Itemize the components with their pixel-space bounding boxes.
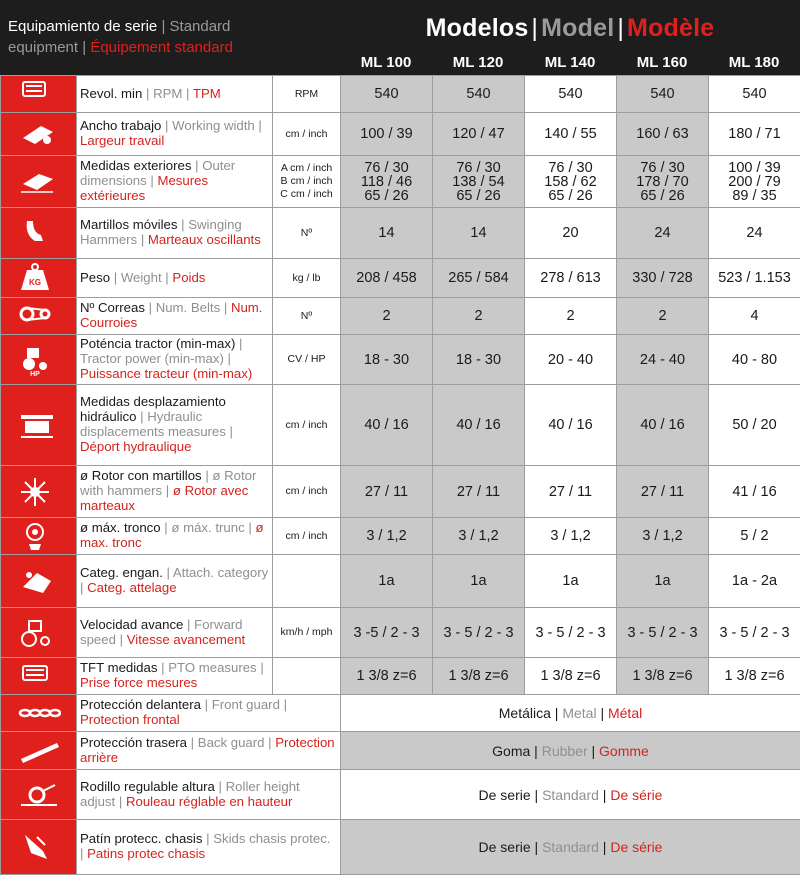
hitch-category-icon xyxy=(1,555,77,608)
value-cell: 24 xyxy=(617,208,709,259)
skids-icon xyxy=(1,820,77,875)
label-es: Medidas desplazamiento hidráulico xyxy=(80,394,226,424)
value-cell: 1 3/8 z=6 xyxy=(617,658,709,695)
value-cell: 5 / 2 xyxy=(709,518,800,555)
back-guard-rubber-icon xyxy=(1,732,77,770)
label-en: Outer dimensions xyxy=(80,158,235,188)
value-cell: 2 xyxy=(341,298,433,335)
label-fr: Num. Courroies xyxy=(80,300,262,330)
spec-label: Categ. engan. | Attach. category | Categ. attelage xyxy=(77,555,273,608)
label-en: Attach. category xyxy=(173,565,268,580)
value-cell: 3 / 1,2 xyxy=(617,518,709,555)
label-en: Skids chasis protec. xyxy=(213,831,330,846)
value-cell: 1a - 2a xyxy=(709,555,800,608)
table-row xyxy=(1,466,800,518)
value-cell: 41 / 16 xyxy=(709,466,800,518)
value-cell: 1 3/8 z=6 xyxy=(525,658,617,695)
value-cell: 1a xyxy=(525,555,617,608)
equipment-value: De serie | Standard | De série xyxy=(341,770,800,820)
table-row xyxy=(1,156,800,208)
label-en: Roller height adjust xyxy=(80,779,300,809)
value-cell: 1a xyxy=(617,555,709,608)
equipment-value: Metálica | Metal | Métal xyxy=(341,695,800,732)
unit-cell: A cm / inch B cm / inch C cm / inch xyxy=(273,156,341,208)
value-cell: 208 / 458 xyxy=(341,259,433,298)
svg-text:HP: HP xyxy=(30,371,40,378)
value-cell: 3 / 1,2 xyxy=(433,518,525,555)
equip-en: Standard xyxy=(170,18,231,35)
value-cell: 100 / 39 200 / 79 89 / 35 xyxy=(709,156,800,208)
label-fr: Marteaux oscillants xyxy=(148,232,261,247)
value-cell: 278 / 613 xyxy=(525,259,617,298)
value-cell: 50 / 20 xyxy=(709,385,800,466)
spec-label: Nº Correas | Num. Belts | Num. Courroies xyxy=(77,298,273,335)
value-es: De serie xyxy=(479,787,531,803)
spec-label: Rodillo regulable altura | Roller height adjust | Rouleau réglable en hauteur xyxy=(77,770,341,820)
value-cell: 40 - 80 xyxy=(709,335,800,385)
value-cell: 40 / 16 xyxy=(341,385,433,466)
label-en: RPM xyxy=(153,86,182,101)
value-cell: 1a xyxy=(433,555,525,608)
mulcher-width-icon xyxy=(1,113,77,156)
label-en: Back guard xyxy=(198,735,265,750)
label-fr: Vitesse avancement xyxy=(127,632,246,647)
value-cell: 3 -5 / 2 - 3 xyxy=(341,608,433,658)
spec-label: Protección delantera | Front guard | Protection frontal xyxy=(77,695,341,732)
front-guard-chain-icon xyxy=(1,695,77,732)
label-es: Rodillo regulable altura xyxy=(80,779,215,794)
model-header-ml140: ML 140 xyxy=(524,50,616,75)
value-cell: 4 xyxy=(709,298,800,335)
value-cell: 76 / 30 138 / 54 65 / 26 xyxy=(433,156,525,208)
value-cell: 14 xyxy=(341,208,433,259)
label-en: Forward speed xyxy=(80,617,243,647)
models-fr: Modèle xyxy=(627,14,714,42)
value-es: De serie xyxy=(479,839,531,855)
spec-label: ø máx. tronco | ø máx. trunc | ø max. tronc xyxy=(77,518,273,555)
table-row xyxy=(1,732,800,770)
unit-cell: cm / inch xyxy=(273,518,341,555)
label-es: ø máx. tronco xyxy=(80,520,161,535)
value-cell: 180 / 71 xyxy=(709,113,800,156)
value-cell: 20 xyxy=(525,208,617,259)
label-en: PTO measures xyxy=(168,660,256,675)
label-fr: Puissance tracteur (min-max) xyxy=(80,366,252,381)
equipment-value: De serie | Standard | De série xyxy=(341,820,800,875)
spec-label: Ancho trabajo | Working width | Largeur travail xyxy=(77,113,273,156)
tractor-hp-icon xyxy=(1,335,77,385)
table-row xyxy=(1,335,800,385)
value-cell: 27 / 11 xyxy=(433,466,525,518)
unit-cell xyxy=(273,555,341,608)
table-row xyxy=(1,385,800,466)
label-fr: ø max. tronc xyxy=(80,520,264,550)
label-es: Nº Correas xyxy=(80,300,145,315)
value-cell: 540 xyxy=(433,76,525,113)
value-cell: 14 xyxy=(433,208,525,259)
value-cell: 27 / 11 xyxy=(617,466,709,518)
value-cell: 76 / 30 118 / 46 65 / 26 xyxy=(341,156,433,208)
value-cell: 40 / 16 xyxy=(617,385,709,466)
table-header xyxy=(0,0,800,75)
value-cell: 1 3/8 z=6 xyxy=(709,658,800,695)
table-row xyxy=(1,113,800,156)
value-cell: 540 xyxy=(341,76,433,113)
rotor-icon xyxy=(1,466,77,518)
model-header-ml100: ML 100 xyxy=(340,50,432,75)
model-header-ml180: ML 180 xyxy=(708,50,800,75)
label-fr: Mesures extérieures xyxy=(80,173,208,203)
pto-measure-icon xyxy=(1,658,77,695)
label-fr: Categ. attelage xyxy=(87,580,176,595)
label-en: Weight xyxy=(121,270,162,285)
value-cell: 120 / 47 xyxy=(433,113,525,156)
model-header-ml160: ML 160 xyxy=(616,50,708,75)
label-en: Num. Belts xyxy=(156,300,221,315)
trunk-diameter-icon xyxy=(1,518,77,555)
spec-label: Peso | Weight | Poids xyxy=(77,259,273,298)
value-cell: 265 / 584 xyxy=(433,259,525,298)
label-es: Ancho trabajo xyxy=(80,118,161,133)
spec-label: TFT medidas | PTO measures | Prise force mesures xyxy=(77,658,273,695)
value-cell: 76 / 30 178 / 70 65 / 26 xyxy=(617,156,709,208)
value-cell: 3 - 5 / 2 - 3 xyxy=(525,608,617,658)
unit-cell: Nº xyxy=(273,208,341,259)
value-cell: 18 - 30 xyxy=(341,335,433,385)
pto-shaft-icon xyxy=(1,76,77,113)
value-en: Standard xyxy=(542,839,599,855)
value-en: Rubber xyxy=(542,743,588,759)
table-row xyxy=(1,208,800,259)
unit-cell: cm / inch xyxy=(273,113,341,156)
value-cell: 20 - 40 xyxy=(525,335,617,385)
value-cell: 1a xyxy=(341,555,433,608)
table-row xyxy=(1,608,800,658)
label-fr: Rouleau réglable en hauteur xyxy=(126,794,292,809)
label-es: Protección delantera xyxy=(80,697,201,712)
table-row xyxy=(1,555,800,608)
value-cell: 40 / 16 xyxy=(433,385,525,466)
spec-label: ø Rotor con martillos | ø Rotor with hammers | ø Rotor avec marteaux xyxy=(77,466,273,518)
value-cell: 18 - 30 xyxy=(433,335,525,385)
label-es: Medidas exteriores xyxy=(80,158,191,173)
value-es: Metálica xyxy=(499,705,551,721)
unit-cell: CV / HP xyxy=(273,335,341,385)
value-cell: 100 / 39 xyxy=(341,113,433,156)
models-es: Modelos xyxy=(426,14,529,42)
value-cell: 330 / 728 xyxy=(617,259,709,298)
value-cell: 2 xyxy=(433,298,525,335)
value-fr: De série xyxy=(610,787,662,803)
value-fr: De série xyxy=(610,839,662,855)
label-en: Hydraulic displacements measures xyxy=(80,409,226,439)
table-row xyxy=(1,298,800,335)
model-header-ml120: ML 120 xyxy=(432,50,524,75)
equip-es: Equipamiento de serie xyxy=(8,18,157,35)
unit-cell: kg / lb xyxy=(273,259,341,298)
label-fr: Patins protec chasis xyxy=(87,846,205,861)
svg-text:KG: KG xyxy=(29,278,41,287)
equipment-value: Goma | Rubber | Gomme xyxy=(341,732,800,770)
label-es: Revol. min xyxy=(80,86,142,101)
value-cell: 160 / 63 xyxy=(617,113,709,156)
unit-cell: Nº xyxy=(273,298,341,335)
value-cell: 3 / 1,2 xyxy=(341,518,433,555)
label-es: Patín protecc. chasis xyxy=(80,831,202,846)
label-fr: ø Rotor avec marteaux xyxy=(80,483,248,513)
hammer-icon xyxy=(1,208,77,259)
label-es: Velocidad avance xyxy=(80,617,183,632)
label-fr: Protection arrière xyxy=(80,735,335,765)
label-en: Tractor power (min-max) xyxy=(80,351,224,366)
label-es: TFT medidas xyxy=(80,660,157,675)
value-cell: 540 xyxy=(617,76,709,113)
spec-label: Medidas exteriores | Outer dimensions | Mesures extérieures xyxy=(77,156,273,208)
value-cell: 540 xyxy=(525,76,617,113)
value-cell: 24 - 40 xyxy=(617,335,709,385)
label-en: Front guard xyxy=(212,697,280,712)
value-cell: 76 / 30 158 / 62 65 / 26 xyxy=(525,156,617,208)
value-cell: 40 / 16 xyxy=(525,385,617,466)
table-row xyxy=(1,820,800,875)
value-fr: Métal xyxy=(608,705,642,721)
value-en: Standard xyxy=(542,787,599,803)
value-cell: 1 3/8 z=6 xyxy=(341,658,433,695)
label-es: Peso xyxy=(80,270,110,285)
value-cell: 140 / 55 xyxy=(525,113,617,156)
roller-icon xyxy=(1,770,77,820)
label-fr: Poids xyxy=(172,270,205,285)
label-es: Protección trasera xyxy=(80,735,187,750)
label-fr: Protection frontal xyxy=(80,712,180,727)
value-cell: 3 - 5 / 2 - 3 xyxy=(617,608,709,658)
label-fr: Prise force mesures xyxy=(80,675,197,690)
label-en: Working width xyxy=(172,118,255,133)
value-cell: 2 xyxy=(525,298,617,335)
table-row xyxy=(1,770,800,820)
spec-label: Protección trasera | Back guard | Protection arrière xyxy=(77,732,341,770)
label-en: ø máx. trunc xyxy=(171,520,244,535)
spec-label: Medidas desplazamiento hidráulico | Hydraulic displacements measures | Déport hydraulique xyxy=(77,385,273,466)
spec-label: Patín protecc. chasis | Skids chasis protec. | Patins protec chasis xyxy=(77,820,341,875)
value-cell: 27 / 11 xyxy=(341,466,433,518)
table-row xyxy=(1,518,800,555)
value-cell: 2 xyxy=(617,298,709,335)
unit-cell: cm / inch xyxy=(273,385,341,466)
value-cell: 540 xyxy=(709,76,800,113)
label-en: Swinging Hammers xyxy=(80,217,242,247)
spec-label: Revol. min | RPM | TPM xyxy=(77,76,273,113)
table-row xyxy=(1,695,800,732)
value-cell: 27 / 11 xyxy=(525,466,617,518)
label-fr: Déport hydraulique xyxy=(80,439,191,454)
spec-label: Velocidad avance | Forward speed | Vitesse avancement xyxy=(77,608,273,658)
value-cell: 3 - 5 / 2 - 3 xyxy=(709,608,800,658)
label-es: ø Rotor con martillos xyxy=(80,468,202,483)
belts-icon xyxy=(1,298,77,335)
equip-en-2: equipment xyxy=(8,39,78,56)
unit-cell: RPM xyxy=(273,76,341,113)
standard-equipment-heading: Equipamiento de serie | Standard equipment | Équipement standard xyxy=(8,16,308,58)
spec-label: Poténcia tractor (min-max) | Tractor power (min-max) | Puissance tracteur (min-max) xyxy=(77,335,273,385)
specs-table xyxy=(0,75,800,875)
value-fr: Gomme xyxy=(599,743,649,759)
value-cell: 24 xyxy=(709,208,800,259)
spec-label: Martillos móviles | Swinging Hammers | Marteaux oscillants xyxy=(77,208,273,259)
table-row xyxy=(1,658,800,695)
tractor-speed-icon xyxy=(1,608,77,658)
table-row xyxy=(1,259,800,298)
equip-fr: Équipement standard xyxy=(90,39,233,56)
unit-cell xyxy=(273,658,341,695)
unit-cell: cm / inch xyxy=(273,466,341,518)
label-es: Categ. engan. xyxy=(80,565,163,580)
hydraulic-shift-icon xyxy=(1,385,77,466)
unit-cell: km/h / mph xyxy=(273,608,341,658)
table-row xyxy=(1,76,800,113)
models-en: Model xyxy=(541,14,614,42)
label-en: ø Rotor with hammers xyxy=(80,468,256,498)
value-cell: 3 / 1,2 xyxy=(525,518,617,555)
mulcher-dimensions-icon xyxy=(1,156,77,208)
value-cell: 3 - 5 / 2 - 3 xyxy=(433,608,525,658)
label-es: Martillos móviles xyxy=(80,217,177,232)
value-cell: 523 / 1.153 xyxy=(709,259,800,298)
models-title: Modelos | Model | Modèle xyxy=(340,14,800,43)
value-es: Goma xyxy=(492,743,530,759)
label-fr: Largeur travail xyxy=(80,133,164,148)
value-cell: 1 3/8 z=6 xyxy=(433,658,525,695)
value-en: Metal xyxy=(562,705,596,721)
label-es: Poténcia tractor (min-max) xyxy=(80,336,235,351)
label-fr: TPM xyxy=(193,86,221,101)
weight-kg-icon xyxy=(1,259,77,298)
